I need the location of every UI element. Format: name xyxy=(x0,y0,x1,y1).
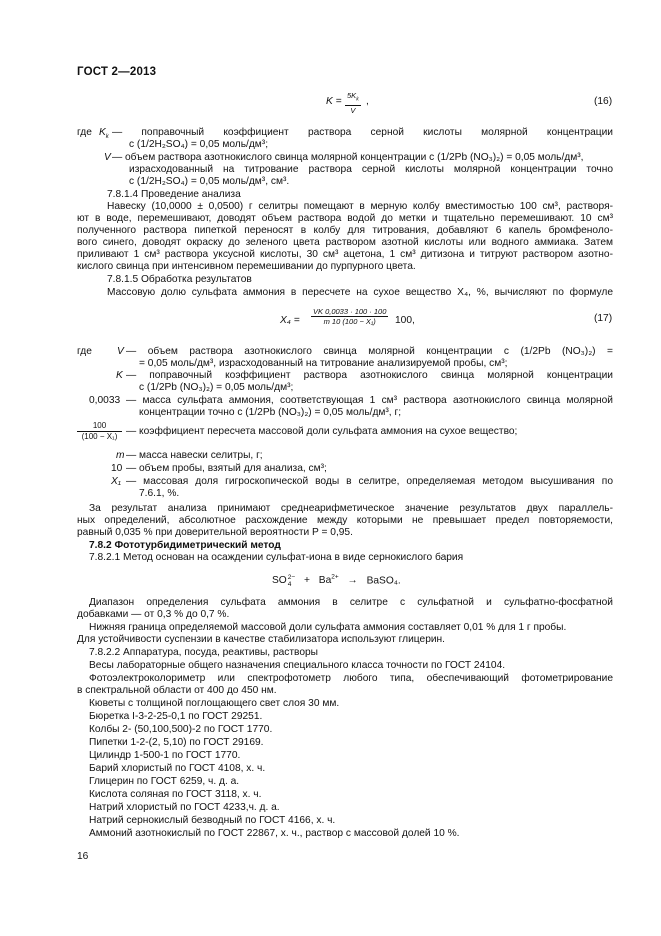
range-line-0: Диапазон определения сульфата аммония в селитре с сульфатной и сульфатно-фосфатной xyxy=(89,597,613,608)
eq16-lhs: K = xyxy=(326,96,342,107)
p3-line-2: равный 0,035 % при доверительной вероятности P = 0,95. xyxy=(77,527,353,538)
equipment-item: Кислота соляная по ГОСТ 3118, х. ч. xyxy=(89,789,262,800)
where2-const-line2: концентрации точно c (1/2Pb (NO₃)₂) = 0,05 моль/дм³, г; xyxy=(139,407,402,418)
where2-v-line1: — объем раствора азотнокислого свинца молярной концентрации c (1/2Pb (NO₃)₂) = xyxy=(126,346,613,357)
where1-kk-symbol: $K_k$ xyxy=(99,127,109,141)
equipment-item: в спектральной области от 400 до 450 нм. xyxy=(77,685,277,696)
where2-x1-line2: 7.6.1, %. xyxy=(139,488,180,499)
where2-factor-denominator: (100 − X₁) xyxy=(81,432,118,441)
section-7821-intro: 7.8.2.1 Метод основан на осаждении сульфат-иона в виде сернокислого бария xyxy=(89,552,464,563)
where1-v-line1: — объем раствора азотнокислого свинца молярной концентрации c (1/2Pb (NO₃)₂) = 0,05 моль/дм³, xyxy=(112,152,584,163)
reaction-barium: $Ba^{2+}$ xyxy=(318,574,339,587)
range-line-1: добавками — от 0,3 % до 0,7 %. xyxy=(77,609,230,620)
where2-k-line2: c (1/2Pb (NO₃)₂) = 0,05 моль/дм³; xyxy=(139,382,294,393)
equipment-item: Весы лабораторные общего назначения специального класса точности по ГОСТ 24104. xyxy=(89,660,506,671)
p1-line-2: полученного раствора пипеткой переносят в колбу для титрования, добавляют 6 капель бромфеноло- xyxy=(77,225,613,236)
equipment-item: Барий хлористый по ГОСТ 4108, х. ч. xyxy=(89,763,266,774)
equipment-item: Аммоний азотнокислый по ГОСТ 22867, х. ч., раствор с массовой долей 10 %. xyxy=(89,828,460,839)
eq16-fraction xyxy=(345,91,361,115)
eq16-denominator: V xyxy=(350,105,356,115)
where1-v-line2: израсходованный на титрование раствора серной кислоты молярной концентрации точно xyxy=(129,164,613,175)
p1-line-1: ют в воде, перемешивают, доводят объем раствора водой до метки и тщательно перемешивают. 10 см³ xyxy=(77,213,613,224)
where2-v-symbol: V xyxy=(117,346,124,357)
where1-v-symbol: V xyxy=(104,152,111,163)
where1-kk-line2: c (1/2H₂SO₄) = 0,05 моль/дм³; xyxy=(129,139,269,150)
where2-ten-line: — объем пробы, взятый для анализа, см³; xyxy=(126,463,327,474)
where2-ten-symbol: 10 xyxy=(111,463,123,474)
p2-intro: Массовую долю сульфата аммония в пересчете на сухое вещество X₄, %, вычисляют по формуле xyxy=(107,287,613,298)
section-7815-heading: 7.8.1.5 Обработка результатов xyxy=(107,274,252,285)
p3-line-0: За результат анализа принимают среднеарифметическое значение результатов двух параллель- xyxy=(89,503,613,514)
where2-k-line1: — поправочный коэффициент раствора азотнокислого свинца молярной концентрации xyxy=(126,370,613,381)
eq17-numerator: VK 0,0033 · 100 · 100 xyxy=(313,307,387,316)
equipment-item: Натрий сернокислый безводный по ГОСТ 4166, х. ч. xyxy=(89,815,336,826)
reaction-plus: + xyxy=(304,575,310,587)
reaction-product: BaSO₄. xyxy=(366,575,401,587)
eq17-lhs: X₄ = xyxy=(280,315,300,326)
section-782-heading: 7.8.2 Фототурбидиметрический метод xyxy=(89,540,281,551)
equipment-item: Бюретка I-3-2-25-0,1 по ГОСТ 29251. xyxy=(89,711,263,722)
limit-line-0: Нижняя граница определяемой массовой доли сульфата аммония составляет 0,01 % для 1 г пробы. xyxy=(89,622,567,633)
where2-const-line1: — масса сульфата аммония, соответствующая 1 см³ раствора азотнокислого свинца молярной xyxy=(126,395,613,406)
equipment-item: Пипетки 1-2-(2, 5,10) по ГОСТ 29169. xyxy=(89,737,264,748)
equipment-item: Натрий хлористый по ГОСТ 4233,ч. д. а. xyxy=(89,802,280,813)
reaction-arrow: → xyxy=(347,575,358,587)
equipment-item: Цилиндр 1-500-1 по ГОСТ 1770. xyxy=(89,750,241,761)
where2-m-symbol: m xyxy=(116,450,125,461)
section-7814-heading: 7.8.1.4 Проведение анализа xyxy=(107,189,241,200)
p1-line-4: приливают 1 см³ раствора уксусной кислоты, 30 см³ ацетона, 1 см³ дитизона и титруют раствором азотно- xyxy=(77,249,613,260)
equipment-item: Кюветы с толщиной поглощающего свет слоя 30 мм. xyxy=(89,698,340,709)
where2-factor-line: — коэффициент пересчета массовой доли сульфата аммония на сухое вещество; xyxy=(126,426,518,437)
eq17-number: (17) xyxy=(594,313,613,324)
where2-factor-fraction xyxy=(77,421,122,442)
where2-factor-numerator: 100 xyxy=(77,421,122,432)
where1-kk-line1: — поправочный коэффициент раствора серной кислоты молярной концентрации xyxy=(112,127,613,138)
eq16-tail: , xyxy=(366,96,369,107)
p3-line-1: ных определений, абсолютное расхождение между которыми не превышает предел повторяемости, xyxy=(77,515,613,526)
where2-k-symbol: K xyxy=(116,370,123,381)
where1-label: где xyxy=(77,127,92,138)
eq16-number: (16) xyxy=(594,96,613,107)
eq17-fraction xyxy=(311,307,388,326)
limit-line-1: Для устойчивости суспензии в качестве стабилизатора используют глицерин. xyxy=(77,634,446,645)
reaction-sulfate: SO 2− 4 xyxy=(272,573,296,588)
where2-label: где xyxy=(77,346,92,357)
where2-m-line: — масса навески селитры, г; xyxy=(126,450,263,461)
p1-line-0: Навеску (10,0000 ± 0,0500) г селитры помещают в мерную колбу вместимостью 100 см³, растворя- xyxy=(107,201,613,212)
section-7822-heading: 7.8.2.2 Аппаратура, посуда, реактивы, растворы xyxy=(89,647,319,658)
equipment-item: Глицерин по ГОСТ 6259, ч. д. а. xyxy=(89,776,240,787)
page-number: 16 xyxy=(77,851,89,862)
reaction-equation xyxy=(272,572,401,588)
where2-x1-line1: — массовая доля гигроскопической воды в селитре, определяемая методом высушивания по xyxy=(126,476,613,487)
equipment-item: Колбы 2- (50,100,500)-2 по ГОСТ 1770. xyxy=(89,724,273,735)
p1-line-3: вого синего, доводят окраску до зеленого цвета раствором азотной кислоты или водного аммиака. Затем xyxy=(77,237,613,248)
equipment-item: Фотоэлектроколориметр или спектрофотометр любого типа, обеспечивающий фотометрирование xyxy=(89,673,613,684)
p1-line-5: кислого свинца при интенсивном перемешивании до пурпурного цвета. xyxy=(77,261,416,272)
where1-v-line3: c (1/2H₂SO₄) = 0,05 моль/дм³, см³. xyxy=(129,176,290,187)
eq16-numerator-sub: k xyxy=(356,96,359,103)
eq17-denominator: m 10 (100 − X₁) xyxy=(323,317,376,326)
eq16-numerator: 5K xyxy=(347,91,357,100)
where2-v-line2: = 0,05 моль/дм³, израсходованный на титрование анализируемой пробы, см³; xyxy=(139,358,508,369)
eq17-tail: 100, xyxy=(395,315,415,326)
where2-x1-symbol: X₁ xyxy=(111,476,122,487)
page-header-title: ГОСТ 2—2013 xyxy=(77,66,157,78)
where2-const-symbol: 0,0033 xyxy=(89,395,121,406)
